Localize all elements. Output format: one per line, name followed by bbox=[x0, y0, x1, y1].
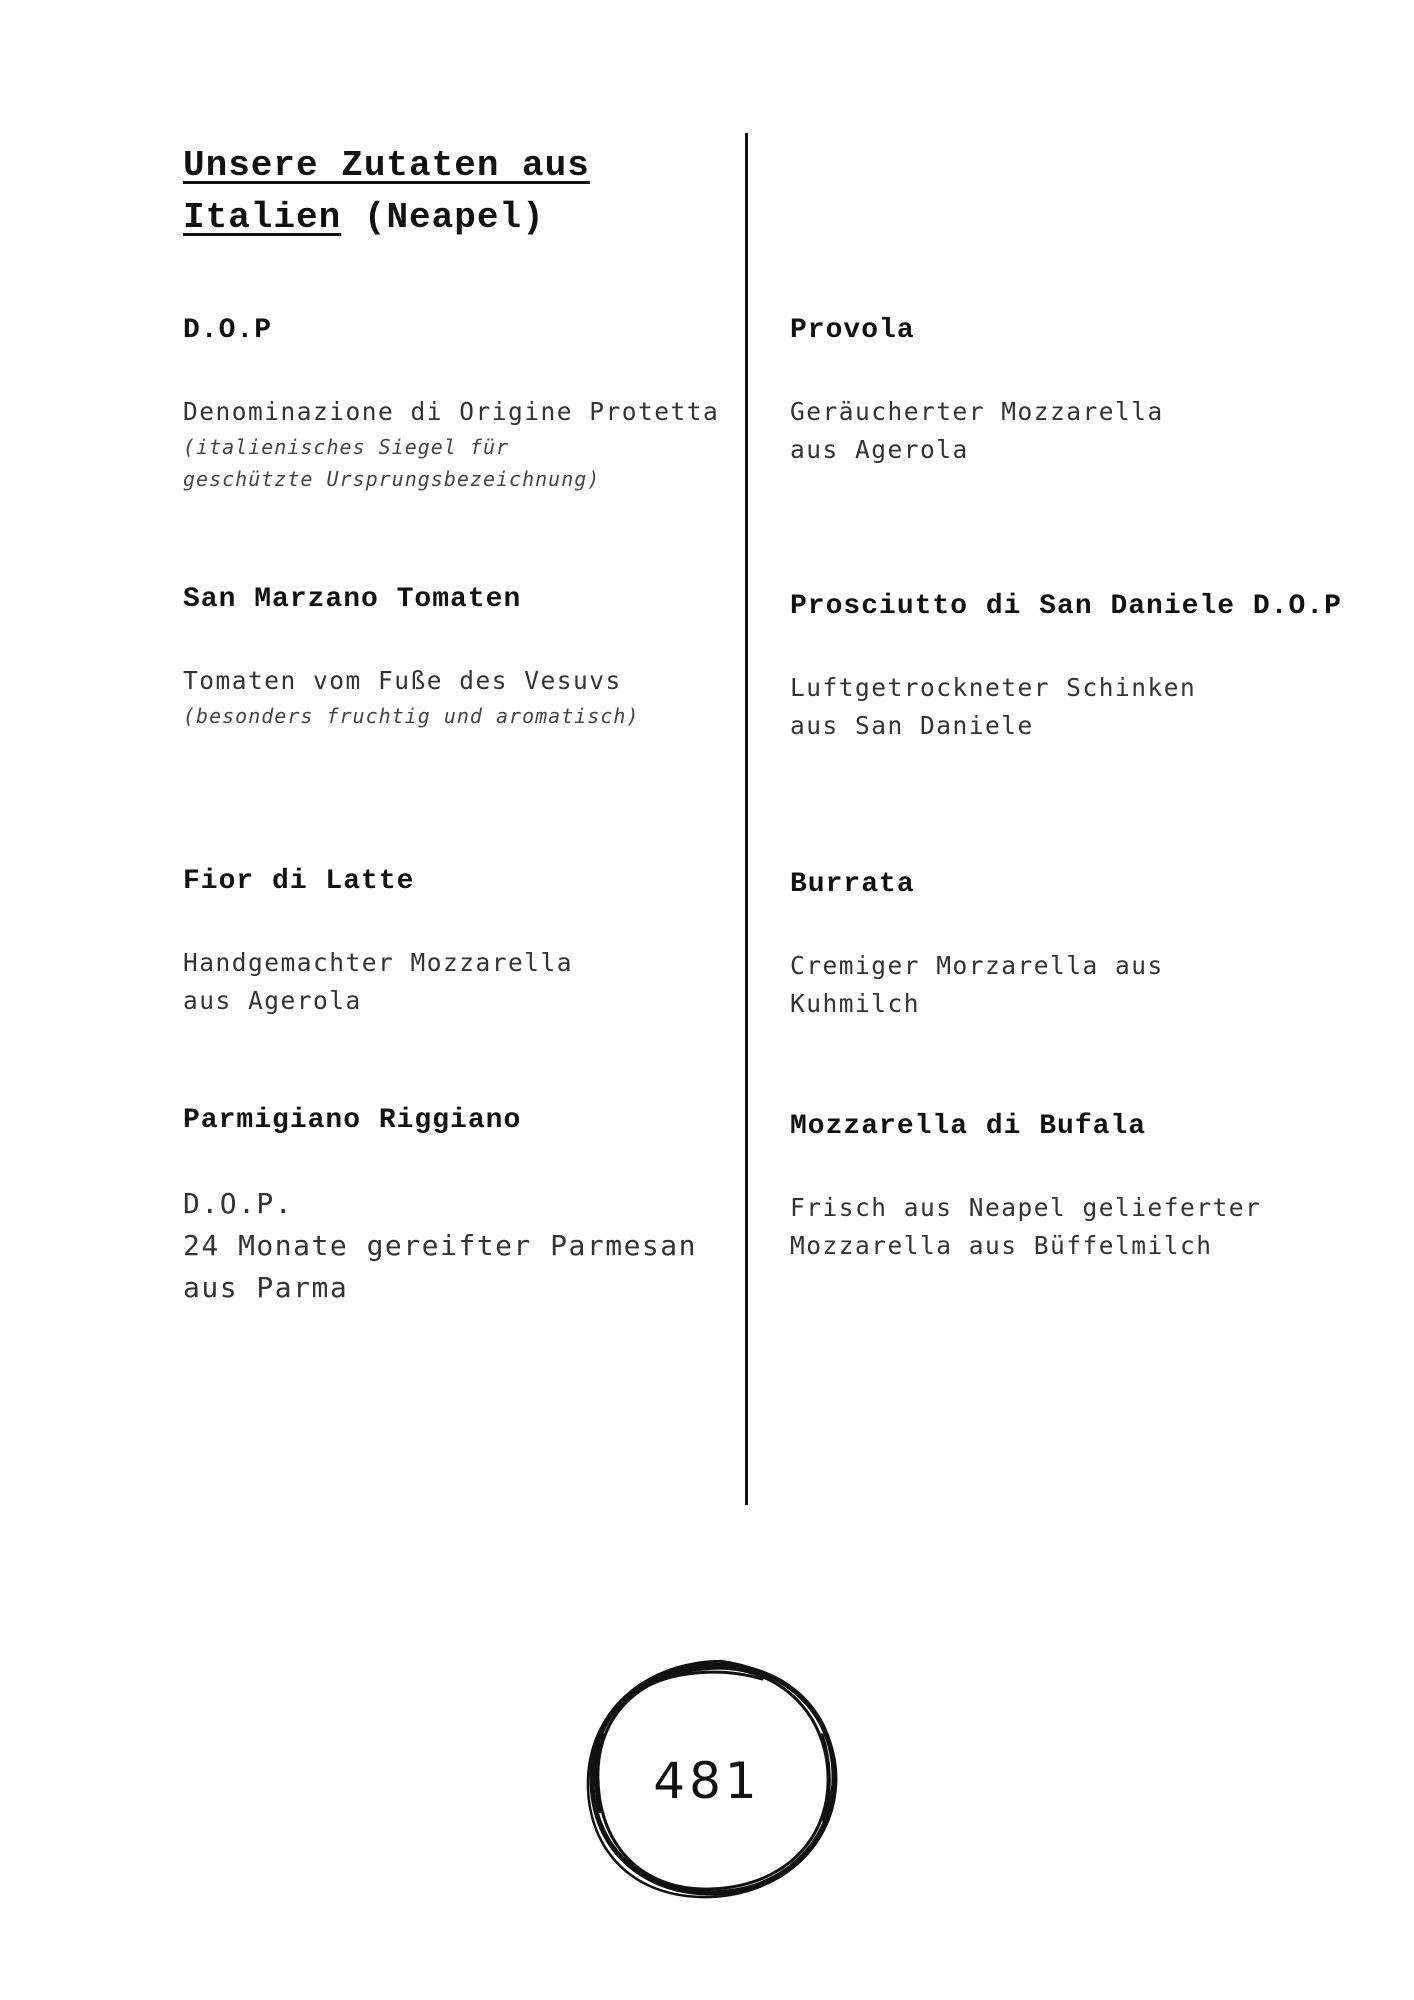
title-line-2: Italien (Neapel) bbox=[183, 197, 545, 238]
ingredient-description: Tomaten vom Fuße des Vesuvs bbox=[183, 666, 622, 695]
ingredient-description: D.O.P. 24 Monate gereifter Parmesan aus Parma bbox=[183, 1187, 698, 1304]
ingredient-parmigiano bbox=[183, 1104, 697, 1309]
ingredient-description: Cremiger Morzarella aus Kuhmilch bbox=[790, 951, 1164, 1018]
ingredient-note: (italienisches Siegel für geschützte Ursprungsbezeichnung) bbox=[183, 435, 601, 491]
ingredient-burrata bbox=[790, 868, 1164, 1023]
title-line-1: Unsere Zutaten aus bbox=[183, 145, 590, 186]
ingredient-provola bbox=[790, 314, 1164, 469]
ingredient-description: Frisch aus Neapel gelieferter Mozzarella aus Büffelmilch bbox=[790, 1193, 1262, 1260]
ingredient-mozzarella-di-bufala bbox=[790, 1110, 1261, 1265]
ingredient-heading: Burrata bbox=[790, 869, 915, 900]
ingredient-heading: Prosciutto di San Daniele D.O.P bbox=[790, 591, 1342, 622]
ingredient-heading: D.O.P bbox=[183, 315, 273, 346]
ingredient-note: (besonders fruchtig und aromatisch) bbox=[183, 704, 640, 728]
ingredient-heading: Provola bbox=[790, 315, 915, 346]
ingredient-heading: San Marzano Tomaten bbox=[183, 584, 522, 615]
ingredient-dop bbox=[183, 314, 719, 495]
ingredient-description: Luftgetrockneter Schinken aus San Daniele bbox=[790, 673, 1197, 740]
ingredient-description: Geräucherter Mozzarella aus Agerola bbox=[790, 397, 1164, 464]
column-divider bbox=[745, 133, 748, 1505]
ingredient-prosciutto bbox=[790, 590, 1342, 745]
ingredient-san-marzano bbox=[183, 583, 639, 732]
ingredient-description: Denominazione di Origine Protetta bbox=[183, 397, 720, 426]
ingredient-description: Handgemachter Mozzarella aus Agerola bbox=[183, 948, 574, 1015]
ingredient-fior-di-latte bbox=[183, 865, 573, 1020]
ingredient-heading: Parmigiano Riggiano bbox=[183, 1105, 522, 1136]
page-number: 481 bbox=[653, 1752, 761, 1810]
page-title bbox=[183, 140, 590, 244]
ingredient-heading: Fior di Latte bbox=[183, 866, 415, 897]
ingredient-heading: Mozzarella di Bufala bbox=[790, 1111, 1147, 1142]
